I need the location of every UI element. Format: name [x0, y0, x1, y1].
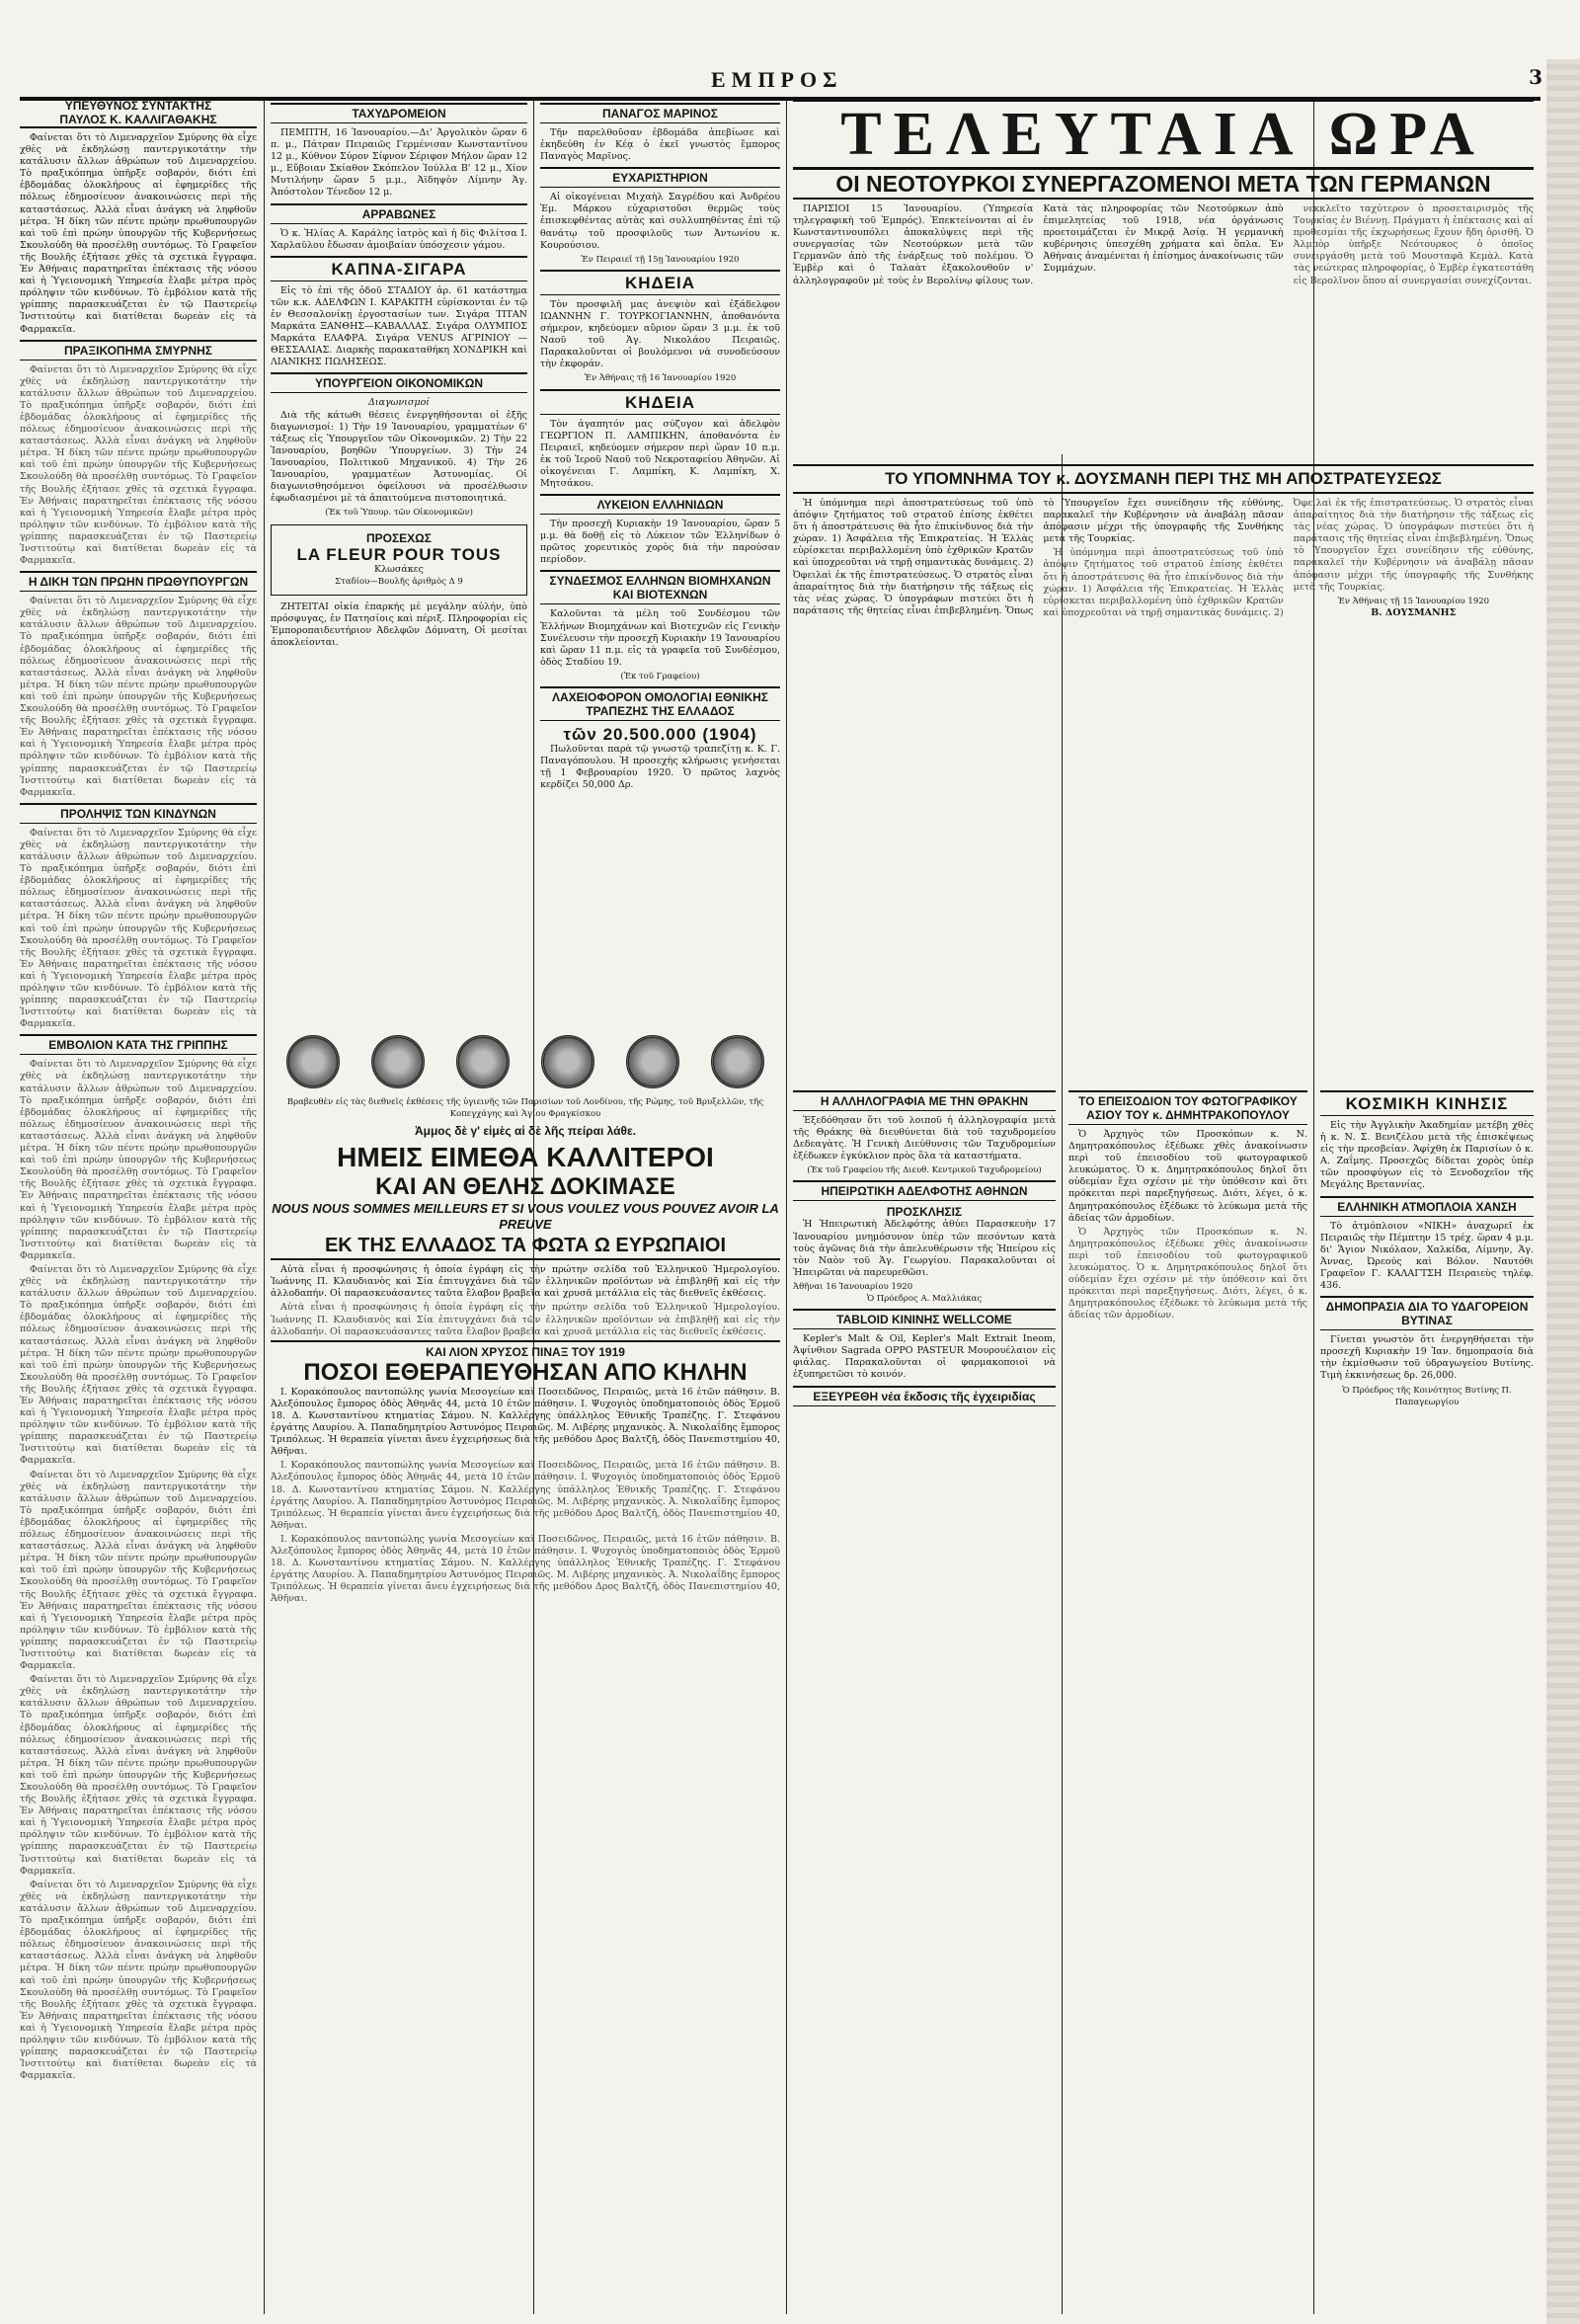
column-6-lower [1320, 1086, 1534, 2222]
heading-tabloid: TABLOID ΚΙΝΙΝΗΣ WELLCOME [793, 1309, 1056, 1329]
banner-subtitle: ΟΙ ΝΕΟΤΟΥΡΚΟΙ ΣΥΝΕΡΓΑΖΟΜΕΝΟΙ ΜΕΤΑ ΤΩΝ ΓΕΡΜΑΝΩΝ [793, 170, 1534, 200]
kideia-text: Τὸν προσφιλῆ μας ἀνεψιὸν καὶ ἐξάδελφον ΙΩΑΝΝΗΝ Γ. ΤΟΥΡΚΟΓΙΑΝΝΗΝ, ἀποθανόντα σήμερον, κηδεύομεν αὔριον ὥραν 3 μ.μ. ἐκ τοῦ Ναοῦ τοῦ Ἁγ. Νικολάου Πειραιῶς. Παρακαλοῦνται οἱ βουλόμενοι νὰ συνοδεύσουν τὴν ἐκφοράν. [540, 298, 780, 370]
editor-title: ΥΠΕΥΘΥΝΟΣ ΣΥΝΤΑΚΤΗΣ [64, 99, 212, 113]
column-1 [20, 99, 257, 2311]
heading-kosmiki: ΚΟΣΜΙΚΗ ΚΙΝΗΣΙΣ [1320, 1090, 1534, 1116]
bigad-body-2: Αὐτὰ εἶναι ἡ προσφώνησις ἡ ὁποία ἐγράφη εἰς τὴν πρώτην σελίδα τοῦ Ἑλληνικοῦ Ἡμερολογίου. Ἰωάννης Π. Κλαυδιανὸς καὶ Σία ἐπιτυγχάνει διὰ τῶν ἑλληνικῶν προϊόντων νὰ ἐπιβληθῇ καὶ εἰς τὴν ἀλλοδαπήν. Οἱ παρασκευάσαντες ταῦτα ἔλαβον βραβεῖα καὶ χρυσᾶ μετάλλια εἰς τὰς διεθνεῖς ἐκθέσεις. [271, 1302, 780, 1337]
column-divider [786, 99, 787, 2314]
medals-caption: Βραβευθὲν εἰς τὰς διεθνεῖς ἐκθέσεις τῆς ὑγιεινῆς τῶν Παρισίων τοῦ Λονδίνου, τῆς Ρώμης, τοῦ Βρυξελλῶν, τῆς Κοπεγχάγης καὶ Ἁγίου Φραγκίσκου [286, 1097, 764, 1120]
heading-adelfotis: ΗΠΕΙΡΩΤΙΚΗ ΑΔΕΛΦΟΤΗΣ ΑΘΗΝΩΝ [793, 1180, 1056, 1201]
dimitrakopoulos-text-2: Ὁ Ἀρχηγὸς τῶν Προσκόπων κ. Ν. Δημητρακόπουλος ἐξέδωκε χθὲς ἀνακοίνωσιν περὶ τοῦ ἐπεισοδίου τοῦ φωτογραφικοῦ λευκώματος. Ὁ κ. Δημητρακόπουλος δηλοῖ ὅτι οὐδεμίαν ἔχει σχέσιν μὲ τὴν ὑπόθεσιν καὶ ὅτι πρόκειται περὶ παρεξηγήσεως. Διότι, λέγει, ὁ κ. Δημητρακόπουλος ἐξέδωκε τὸ λεύκωμα μετὰ τῆς ἀδείας τῶν ἀρμοδίων. [1068, 1226, 1307, 1322]
last-hour-text: ΠΑΡΙΣΙΟΙ 15 Ἰανουαρίου. (Ὑπηρεσία τηλεγραφικὴ τοῦ Ἐμπρός). Ἐπεκτείνονται αἱ ἐν Κωνσταντινουπόλει ἀποκαλύψεις περὶ τῆς συνεργασίας τῶν Νεοτούρκων μετὰ τῶν Γερμανῶν ἀπὸ τῆς ἐνάρξεως τοῦ πολέμου. Ὁ Ἐμβὲρ καὶ ὁ Ταλαὰτ ἐξακολουθοῦν ν' ἀλληλογραφοῦν μὲ τοὺς ἐν Βερολίνῳ φίλους των. Κατὰ τὰς πληροφορίας τῶν Νεοτούρκων ἀπὸ ἐπιμελητείας τοῦ 1918, νέα ὀργάνωσις προετοιμάζεται ἐν Μικρᾷ Ἀσίᾳ. Ἡ γερμανικὴ κυβέρνησις ὑπεσχέθη χρήματα καὶ ὅπλα. Ἐν Ἀθήναις ἀναμένεται ἡ ἐπίσημος ἀνακοίνωσις τῶν Συμμάχων. [793, 203, 1284, 286]
kideia-2-text: Τὸν ἀγαπητόν μας σύζυγον καὶ ἀδελφὸν ΓΕΩΡΓΙΟΝ Π. ΛΑΜΠΙΚΗΝ, ἀποθανόντα ἐν Πειραιεῖ, κηδεύομεν σήμερον περὶ ὥραν 10 π.μ. ἐκ τοῦ Ἱεροῦ Ναοῦ τοῦ Νεκροταφείου Ἀθηνῶν. Αἱ οἰκογένειαι Γ. Λαμπίκη, Κ. Λαμπίκη, Χ. Μητσάκου. [540, 418, 780, 489]
paper-name: ΕΜΠΡΟΣ [711, 67, 843, 92]
eyxaristirion-sign: Ἐν Πειραιεῖ τῇ 15ῃ Ἰανουαρίου 1920 [581, 254, 740, 265]
bigad-body: Αὐτὰ εἶναι ἡ προσφώνησις ἡ ὁποία ἐγράφη εἰς τὴν πρώτην σελίδα τοῦ Ἑλληνικοῦ Ἡμερολογίου. Ἰωάννης Π. Κλαυδιανὸς καὶ Σία ἐπιτυγχάνει διὰ τῶν ἑλληνικῶν προϊόντων νὰ ἐπιβληθῇ καὶ εἰς τὴν ἀλλοδαπήν. Οἱ παρασκευάσαντες ταῦτα ἔλαβον βραβεῖα καὶ χρυσᾶ μετάλλια εἰς τὰς διεθνεῖς ἐκθέσεις. [271, 1264, 780, 1300]
ypourgeion-sub: Διαγωνισμοί [367, 397, 431, 409]
col1-text: Φαίνεται ὅτι τὸ Λιμεναρχεῖον Σμύρνης θὰ εἶχε χθὲς νὰ ἐκδηλώσῃ παντεργικοτάτην τὴν κατάλυσιν ἄλλων ἀθρώπων τοῦ Διμεναρχείου. Τὸ πραξικόπημα ὑπῆρξε σοβαρόν, διότι ἐπὶ ἑβδομάδας ὁλοκλήρους αἱ ἐφημερίδες τῆς πόλεως ἐδημοσίευον ἀνακοινώσεις περὶ τῆς καταστάσεως. Ἀλλὰ εἶναι ἀνάγκη νὰ ληφθοῦν μέτρα. Ἡ δίκη τῶν πέντε πρώην πρωθυπουργῶν καὶ τοῦ ἐπὶ πρώην ὑπουργῶν τῆς Κυβερνήσεως Σκουλούδη θὰ προσέλθῃ συντόμως. Τὸ Γραφεῖον τῆς Βουλῆς ἐξήτασε χθὲς τὰ σχετικὰ ἔγγραφα. Ἐν Ἀθήναις παρατηρεῖται ἐπέκτασις τῆς νόσου καὶ ἡ Ὑγειονομικὴ Ὑπηρεσία ἔλαβε μέτρα πρὸς πρόληψιν τῶν κινδύνων. Τὸ ἐμβόλιον κατὰ τῆς γρίππης παρασκευάζεται ἐν τῷ Παστερείῳ Ἰνστιτούτῳ καὶ διατίθεται δωρεὰν εἰς τὰ Φαρμακεῖα. [20, 132, 257, 335]
heading-allilografia: Η ΑΛΛΗΛΟΓΡΑΦΙΑ ΜΕ ΤΗΝ ΘΡΑΚΗΝ [793, 1090, 1056, 1111]
allilografia-sign: (Ἐκ τοῦ Γραφείου τῆς Διευθ. Κεντρικοῦ Ταχυδρομείου) [807, 1165, 1042, 1176]
heading-atmoploia: ΕΛΛΗΝΙΚΗ ΑΤΜΟΠΛΟΙΑ ΧΑΝΣΗ [1320, 1196, 1534, 1217]
zitite-text: ΖΗΤΕΙΤΑΙ οἰκία ἐπαρκής μὲ μεγάλην αὐλήν, ὑπὸ πρόσφυγας, ἐν Πατησίοις καὶ πέριξ. Πληροφορίαι εἰς Ἐμποροπαιδευτήριον Ἀδελφῶν Δόμνατη, Οἱ μεσίται ἀποκλείονται. [271, 601, 527, 648]
col1-text-2: Φαίνεται ὅτι τὸ Λιμεναρχεῖον Σμύρνης θὰ εἶχε χθὲς νὰ ἐκδηλώσῃ παντεργικοτάτην τὴν κατάλυσιν ἄλλων ἀθρώπων τοῦ Διμεναρχείου. Τὸ πραξικόπημα ὑπῆρξε σοβαρόν, διότι ἐπὶ ἑβδομάδας ὁλοκλήρους αἱ ἐφημερίδες τῆς πόλεως ἐδημοσίευον ἀνακοινώσεις περὶ τῆς καταστάσεως. Ἀλλὰ εἶναι ἀνάγκη νὰ ληφθοῦν μέτρα. Ἡ δίκη τῶν πέντε πρώην πρωθυπουργῶν καὶ τοῦ ἐπὶ πρώην ὑπουργῶν τῆς Κυβερνήσεως Σκουλούδη θὰ προσέλθῃ συντόμως. Τὸ Γραφεῖον τῆς Βουλῆς ἐξήτασε χθὲς τὰ σχετικὰ ἔγγραφα. Ἐν Ἀθήναις παρατηρεῖται ἐπέκτασις τῆς νόσου καὶ ἡ Ὑγειονομικὴ Ὑπηρεσία ἔλαβε μέτρα πρὸς πρόληψιν τῶν κινδύνων. Τὸ ἐμβόλιον κατὰ τῆς γρίππης παρασκευάζεται ἐν τῷ Παστερείῳ Ἰνστιτούτῳ καὶ διατίθεται δωρεὰν εἰς τὰ Φαρμακεῖα. [20, 363, 257, 567]
heading-arravones: ΑΡΡΑΒΩΝΕΣ [271, 203, 527, 224]
medal-icon [626, 1035, 679, 1088]
panagos-text: Τῆν παρελθοῦσαν ἑβδομάδα ἀπεβίωσε καὶ ἐκηδεύθη ἐν Κέᾳ ὁ ἐκεῖ γνωστὸς ἔμπορος Παναγὸς Μαρῖνος. [540, 127, 780, 163]
heading-tachydromeion: ΤΑΧΥΔΡΟΜΕΙΟΝ [271, 103, 527, 123]
fleur-tail: Σταδίου—Βουλῆς ἀριθμὸς Δ 9 [335, 577, 463, 588]
kleini-text: Ι. Κορακόπουλος παντοπώλης γωνία Μεσογείων καὶ Ποσειδῶνος, Πειραιῶς, μετὰ 16 ἐτῶν πάθησιν. Β. Ἀλεξόπουλος ἔμπορος ὁδὸς Ἀθηνᾶς 44, μετὰ 10 ἐτῶν πάθησιν. Ι. Ψυχογιὸς ὑποδηματοποιὸς ὁδὸς Ἐρμοῦ 18. Δ. Κωνσταντίνου κτηματίας Σάμου. Ν. Καλλέργης ὑπάλληλος Ἐθνικῆς Τραπέζης. Γ. Στεφάνου ἐργάτης Λαυρίου. Ἀ. Παπαδημητρίου Ἀστυνόμος Πειραιῶς. Μ. Λιβέρης μηχανικὸς. Ἀ. Νικολαΐδης ἔμπορος Τριπόλεως. Ἡ θεραπεία γίνεται ἄνευ ἐγχειρήσεως διὰ τῆς μεθόδου Δρος Βαλτζῆ, ὁδὸς Πανεπιστημίου 40, Ἀθῆναι. [271, 1386, 780, 1458]
adelfotis-text: Ἡ Ἠπειρωτικὴ Ἀδελφότης ἀθύει Παρασκευὴν 17 Ἰανουαρίου μνημόσυνον ὑπὲρ τῶν πεσόντων κατὰ τοὺς ἀγῶνας διὰ τὴν ἀπελευθέρωσιν τῆς Ἠπείρου εἰς τὸν Ναὸν τοῦ Ἁγ. Γεωργίου. Παρακαλοῦνται οἱ Ἠπειρῶται νὰ παρευρεθῶσι. [793, 1219, 1056, 1278]
kleini-text-3: Ι. Κορακόπουλος παντοπώλης γωνία Μεσογείων καὶ Ποσειδῶνος, Πειραιῶς, μετὰ 16 ἐτῶν πάθησιν. Β. Ἀλεξόπουλος ἔμπορος ὁδὸς Ἀθηνᾶς 44, μετὰ 10 ἐτῶν πάθησιν. Ι. Ψυχογιὸς ὑποδηματοποιὸς ὁδὸς Ἐρμοῦ 18. Δ. Κωνσταντίνου κτηματίας Σάμου. Ν. Καλλέργης ὑπάλληλος Ἐθνικῆς Τραπέζης. Γ. Στεφάνου ἐργάτης Λαυρίου. Ἀ. Παπαδημητρίου Ἀστυνόμος Πειραιῶς. Μ. Λιβέρης μηχανικὸς. Ἀ. Νικολαΐδης ἔμπορος Τριπόλεως. Ἡ θεραπεία γίνεται ἄνευ ἐγχειρήσεως διὰ τῆς μεθόδου Δρος Βαλτζῆ, ὁδὸς Πανεπιστημίου 40, Ἀθῆναι. [271, 1533, 780, 1605]
ypourgeion-sign: (Ἐκ τοῦ Ὑπουρ. τῶν Οἰκονομικῶν) [325, 508, 473, 519]
medal-icon [456, 1035, 510, 1088]
dimitrakopoulos-text: Ὁ Ἀρχηγὸς τῶν Προσκόπων κ. Ν. Δημητρακόπουλος ἐξέδωκε χθὲς ἀνακοίνωσιν περὶ τοῦ ἐπεισοδίου τοῦ φωτογραφικοῦ λευκώματος. Ὁ κ. Δημητρακόπουλος δηλοῖ ὅτι οὐδεμίαν ἔχει σχέσιν μὲ τὴν ὑπόθεσιν καὶ ὅτι πρόκειται περὶ παρεξηγήσεως. Διότι, λέγει, ὁ κ. Δημητρακόπουλος ἐξέδωκε τὸ λεύκωμα μετὰ τῆς ἀδείας τῶν ἀρμοδίων. [1068, 1129, 1307, 1224]
heading-lykeion: ΛΥΚΕΙΟΝ ΕΛΛΗΝΙΔΩΝ [540, 494, 780, 515]
medal-icon [286, 1035, 340, 1088]
syndesmos-text: Καλοῦνται τὰ μέλη τοῦ Συνδέσμου τῶν Ἑλλήνων Βιομηχάνων καὶ Βιοτεχνῶν εἰς Γενικὴν Συνέλευσιν τὴν προσεχῆ Κυριακὴν 19 Ἰανουαρίου καὶ ὥραν 11 π.μ. εἰς τὰ γραφεῖα τοῦ Συνδέσμου, ὁδὸς Σταδίου 19. [540, 608, 780, 668]
col1-text-7: Φαίνεται ὅτι τὸ Λιμεναρχεῖον Σμύρνης θὰ εἶχε χθὲς νὰ ἐκδηλώσῃ παντεργικοτάτην τὴν κατάλυσιν ἄλλων ἀθρώπων τοῦ Διμεναρχείου. Τὸ πραξικόπημα ὑπῆρξε σοβαρόν, διότι ἐπὶ ἑβδομάδας ὁλοκλήρους αἱ ἐφημερίδες τῆς πόλεως ἐδημοσίευον ἀνακοινώσεις περὶ τῆς καταστάσεως. Ἀλλὰ εἶναι ἀνάγκη νὰ ληφθοῦν μέτρα. Ἡ δίκη τῶν πέντε πρώην πρωθυπουργῶν καὶ τοῦ ἐπὶ πρώην ὑπουργῶν τῆς Κυβερνήσεως Σκουλούδη θὰ προσέλθῃ συντόμως. Τὸ Γραφεῖον τῆς Βουλῆς ἐξήτασε χθὲς τὰ σχετικὰ ἔγγραφα. Ἐν Ἀθήναις παρατηρεῖται ἐπέκτασις τῆς νόσου καὶ ἡ Ὑγειονομικὴ Ὑπηρεσία ἔλαβε μέτρα πρὸς πρόληψιν τῶν κινδύνων. Τὸ ἐμβόλιον κατὰ τῆς γρίππης παρασκευάζεται ἐν τῷ Παστερείῳ Ἰνστιτούτῳ καὶ διατίθεται δωρεὰν εἰς τὰ Φαρμακεῖα. [20, 1469, 257, 1672]
last-hour-section [793, 99, 1534, 454]
heading-laxeioforoi: ΛΑΧΕΙΟΦΟΡΟΝ ΟΜΟΛΟΓΙΑΙ ΕΘΝΙΚΗΣ ΤΡΑΠΕΖΗΣ ΤΗΣ ΕΛΛΑΔΟΣ [540, 686, 780, 721]
adelfotis-date: Ἀθῆναι 16 Ἰανουαρίου 1920 [793, 1281, 913, 1292]
dousmanis-text-2: Ἡ ὑπόμνημα περὶ ἀποστρατεύσεως τοῦ ὑπὸ ἀπόψιν ζητήματος τοῦ στρατοῦ ἐπίσης ἐκθέτει ὅτι ἡ ἀποστράτευσις θὰ ἦτο ἐπικίνδυνος διὰ τὴν χώραν. 1) Ἀσφάλεια τῆς Ἐπικρατείας. Ἡ Ἑλλὰς εὑρίσκεται περιβαλλομένη ὑπὸ ἐχθρικῶν Κρατῶν καὶ ὑποχρεοῦται νὰ τηρῇ σημαντικὰς δυνάμεις. 2) Ὀφειλαὶ ἐκ τῆς ἐπιστρατεύσεως. Ὁ στρατὸς εἶναι ἀπαραίτητος διὰ τὴν διατήρησιν τῆς τάξεως εἰς τὰς νέας χώρας. Ὁ ὑπογράφων πιστεύει ὅτι ἡ παράτασις τῆς θητείας εἶναι ἐπιβεβλημένη. Ὅπως τὸ Ὑπουργεῖον ἔχει συνείδησιν τῆς εὐθύνης, παρακαλεῖ τὴν Κυβέρνησιν νὰ ἀναβάλῃ πᾶσαν ἀπόφασιν μέχρι τῆς ὑπογραφῆς τῆς Συνθήκης μετὰ τῆς Τουρκίας. [1043, 498, 1534, 618]
col1-text-4: Φαίνεται ὅτι τὸ Λιμεναρχεῖον Σμύρνης θὰ εἶχε χθὲς νὰ ἐκδηλώσῃ παντεργικοτάτην τὴν κατάλυσιν ἄλλων ἀθρώπων τοῦ Διμεναρχείου. Τὸ πραξικόπημα ὑπῆρξε σοβαρόν, διότι ἐπὶ ἑβδομάδας ὁλοκλήρους αἱ ἐφημερίδες τῆς πόλεως ἐδημοσίευον ἀνακοινώσεις περὶ τῆς καταστάσεως. Ἀλλὰ εἶναι ἀνάγκη νὰ ληφθοῦν μέτρα. Ἡ δίκη τῶν πέντε πρώην πρωθυπουργῶν καὶ τοῦ ἐπὶ πρώην ὑπουργῶν τῆς Κυβερνήσεως Σκουλούδη θὰ προσέλθῃ συντόμως. Τὸ Γραφεῖον τῆς Βουλῆς ἐξήτασε χθὲς τὰ σχετικὰ ἔγγραφα. Ἐν Ἀθήναις παρατηρεῖται ἐπέκτασις τῆς νόσου καὶ ἡ Ὑγειονομικὴ Ὑπηρεσία ἔλαβε μέτρα πρὸς πρόληψιν τῶν κινδύνων. Τὸ ἐμβόλιον κατὰ τῆς γρίππης παρασκευάζεται ἐν τῷ Παστερείῳ Ἰνστιτούτῳ καὶ διατίθεται δωρεὰν εἰς τὰ Φαρμακεῖα. [20, 827, 257, 1030]
fleur-sub: Κλωσάκες [374, 564, 424, 576]
prosexos-heading: ΠΡΟΣΕΧΩΣ [365, 531, 433, 546]
adelfotis-sign: Ὁ Πρόεδρος Α. Μαλλιάκας [866, 1294, 983, 1305]
column-3 [540, 99, 780, 1017]
page-number: 3 [1529, 65, 1542, 89]
eyxaristirion-text: Αἱ οἰκογένειαι Μιχαὴλ Σαγρέδου καὶ Ἀνδρέου Ἐμ. Μάρκου εὐχαριστοῦσι θερμῶς τοὺς ἐπισκεφθέντας αὐτὰς καὶ συλλυπηθέντας ἐπὶ τῷ θανάτῳ τοῦ προσφιλοῦς των Ἀντωνίου κ. Κουρούσιου. [540, 192, 780, 251]
laxeioforoi-amount: τῶν 20.500.000 (1904) [563, 725, 757, 744]
ad-block [271, 1027, 780, 2222]
banner-title: ΤΕΛΕΥΤΑΙΑ ΩΡΑ [793, 99, 1534, 170]
bigad-line-3: NOUS NOUS SOMMES MEILLEURS ET SI VOUS VOULEZ VOUS POUVEZ AVOIR LA PREUVE [272, 1201, 779, 1233]
heading-kideia-2: ΚΗΔΕΙΑ [540, 389, 780, 415]
medals-motto: Ἀμμος δὲ γ' εἰμὲς αἱ δὲ λῆς πείραι λάθε. [414, 1124, 637, 1139]
kleini-head: ΠΟΣΟΙ ΕΘΕΡΑΠΕΥΘΗΣΑΝ ΑΠΟ ΚΗΛΗΝ [303, 1358, 748, 1386]
fleur-heading: LA FLEUR POUR TOUS [296, 545, 502, 565]
kleini-head-small: ΚΑΙ ΛΙΟΝ ΧΡΥΣΟΣ ΠΙΝΑΞ ΤΟΥ 1919 [271, 1340, 780, 1359]
syndesmos-sign: (Ἐκ τοῦ Γραφείου) [620, 671, 700, 681]
medal-icon [371, 1035, 425, 1088]
demoprasia-text: Γίνεται γνωστὸν ὅτι ἐνεργηθήσεται τὴν προσεχῆ Κυριακὴν 19 Ἰαν. δημοπρασία διὰ τὴν ἐκμίσθωσιν τοῦ ὑδραγωγείου Βυτίνης. Τιμὴ ἐκκινήσεως δρ. 26,000. [1320, 1334, 1534, 1382]
dousmanis-text: Ἡ ὑπόμνημα περὶ ἀποστρατεύσεως τοῦ ὑπὸ ἀπόψιν ζητήματος τοῦ στρατοῦ ἐπίσης ἐκθέτει ὅτι ἡ ἀποστράτευσις θὰ ἦτο ἐπικίνδυνος διὰ τὴν χώραν. 1) Ἀσφάλεια τῆς Ἐπικρατείας. Ἡ Ἑλλὰς εὑρίσκεται περιβαλλομένη ὑπὸ ἐχθρικῶν Κρατῶν καὶ ὑποχρεοῦται νὰ τηρῇ σημαντικὰς δυνάμεις. 2) Ὀφειλαὶ ἐκ τῆς ἐπιστρατεύσεως. Ὁ στρατὸς εἶναι ἀπαραίτητος διὰ τὴν διατήρησιν τῆς τάξεως εἰς τὰς νέας χώρας. Ὁ ὑπογράφων πιστεύει ὅτι ἡ παράτασις τῆς θητείας εἶναι ἐπιβεβλημένη. Ὅπως τὸ Ὑπουργεῖον ἔχει συνείδησιν τῆς εὐθύνης, παρακαλεῖ τὴν Κυβέρνησιν νὰ ἀναβάλῃ πᾶσαν ἀπόφασιν μέχρι τῆς ὑπογραφῆς τῆς Συνθήκης μετὰ τῆς Τουρκίας. [793, 498, 1284, 616]
atmoploia-text: Τὸ ἀτμόπλοιον «ΝΙΚΗ» ἀναχωρεῖ ἐκ Πειραιῶς τὴν Πέμπτην 15 τρέχ. ὥραν 4 μ.μ. δι' Ἄγιον Νικόλαον, Χαλκίδα, Λίμνην, Ἁγ. Ἀννας, Ὠρεούς καὶ Βόλον. Ναυτόθι Γραφεῖον Γ. ΚΑΛΑΓΤΣΗ Πειραιεὺς τηλέφ. 436. [1320, 1220, 1534, 1292]
bigad-line-1: ΗΜΕΙΣ ΕΙΜΕΘΑ ΚΑΛΛΙΤΕΡΟΙ [337, 1142, 714, 1173]
last-hour-text-columns [793, 203, 1534, 287]
editor-name: ΠΑΥΛΟΣ Κ. ΚΑΛΛΙΓΑΘΑΚΗΣ [20, 113, 257, 128]
tachydromeion-text: ΠΕΜΠΤΗ, 16 Ἰανουαρίου.—Δι' Ἀργολικὸν ὥραν 6 π. μ., Πάτραν Πειραιῶς Γερμένισαν Κωνσταντίνου 12 μ., Κύθνον Σύρον Σίφνον Σέριφον Μήλον ὥραν 12 μ., Εὔβοιαν Σκίαθον Σκόπελον Ἰούλλα Β' 12 μ., Χίον Μυτιλήνην ὥραν 5 μ.μ., Ἀϊδηψὸν Λίμνην Ἁγ. Ἀπόστολον Τένεδον 12 μ. [271, 127, 527, 199]
column-divider [264, 99, 265, 2314]
col1-text-8: Φαίνεται ὅτι τὸ Λιμεναρχεῖον Σμύρνης θὰ εἶχε χθὲς νὰ ἐκδηλώσῃ παντεργικοτάτην τὴν κατάλυσιν ἄλλων ἀθρώπων τοῦ Διμεναρχείου. Τὸ πραξικόπημα ὑπῆρξε σοβαρόν, διότι ἐπὶ ἑβδομάδας ὁλοκλήρους αἱ ἐφημερίδες τῆς πόλεως ἐδημοσίευον ἀνακοινώσεις περὶ τῆς καταστάσεως. Ἀλλὰ εἶναι ἀνάγκη νὰ ληφθοῦν μέτρα. Ἡ δίκη τῶν πέντε πρώην πρωθυπουργῶν καὶ τοῦ ἐπὶ πρώην ὑπουργῶν τῆς Κυβερνήσεως Σκουλούδη θὰ προσέλθῃ συντόμως. Τὸ Γραφεῖον τῆς Βουλῆς ἐξήτασε χθὲς τὰ σχετικὰ ἔγγραφα. Ἐν Ἀθήναις παρατηρεῖται ἐπέκτασις τῆς νόσου καὶ ἡ Ὑγειονομικὴ Ὑπηρεσία ἔλαβε μέτρα πρὸς πρόληψιν τῶν κινδύνων. Τὸ ἐμβόλιον κατὰ τῆς γρίππης παρασκευάζεται ἐν τῷ Παστερείῳ Ἰνστιτούτῳ καὶ διατίθεται δωρεὰν εἰς τὰ Φαρμακεῖα. [20, 1674, 257, 1877]
heading-embolion: ΕΜΒΟΛΙΟΝ ΚΑΤΑ ΤΗΣ ΓΡΙΠΠΗΣ [20, 1034, 257, 1055]
adelfotis-sub: ΠΡΟΣΚΛΗΣΙΣ [886, 1205, 963, 1220]
heading-kideia: ΚΗΔΕΙΑ [540, 270, 780, 295]
medal-icon [711, 1035, 764, 1088]
arravones-text: Ὁ κ. Ἠλίας Α. Καράλης ἰατρὸς καὶ ἡ δὶς Φιλίτσα Ι. Χαρλαῦλου ἔδωσαν ἀμοιβαίαν ὑπόσχεσιν γάμου. [271, 227, 527, 251]
kideia-sign: Ἐν Ἀθήναις τῇ 16 Ἰανουαρίου 1920 [584, 373, 737, 384]
heading-ypourgeion: ΥΠΟΥΡΓΕΙΟΝ ΟΙΚΟΝΟΜΙΚΩΝ [271, 372, 527, 393]
column-2 [271, 99, 527, 1017]
medals-row [271, 1027, 780, 1096]
heading-eyxaristirion: ΕΥΧΑΡΙΣΤΗΡΙΟΝ [540, 167, 780, 188]
heading-diki: Η ΔΙΚΗ ΤΩΝ ΠΡΩΗΝ ΠΡΩΘΥΠΟΥΡΓΩΝ [20, 571, 257, 592]
col1-text-9: Φαίνεται ὅτι τὸ Λιμεναρχεῖον Σμύρνης θὰ εἶχε χθὲς νὰ ἐκδηλώσῃ παντεργικοτάτην τὴν κατάλυσιν ἄλλων ἀθρώπων τοῦ Διμεναρχείου. Τὸ πραξικόπημα ὑπῆρξε σοβαρόν, διότι ἐπὶ ἑβδομάδας ὁλοκλήρους αἱ ἐφημερίδες τῆς πόλεως ἐδημοσίευον ἀνακοινώσεις περὶ τῆς καταστάσεως. Ἀλλὰ εἶναι ἀνάγκη νὰ ληφθοῦν μέτρα. Ἡ δίκη τῶν πέντε πρώην πρωθυπουργῶν καὶ τοῦ ἐπὶ πρώην ὑπουργῶν τῆς Κυβερνήσεως Σκουλούδη θὰ προσέλθῃ συντόμως. Τὸ Γραφεῖον τῆς Βουλῆς ἐξήτασε χθὲς τὰ σχετικὰ ἔγγραφα. Ἐν Ἀθήναις παρατηρεῖται ἐπέκτασις τῆς νόσου καὶ ἡ Ὑγειονομικὴ Ὑπηρεσία ἔλαβε μέτρα πρὸς πρόληψιν τῶν κινδύνων. Τὸ ἐμβόλιον κατὰ τῆς γρίππης παρασκευάζεται ἐν τῷ Παστερείῳ Ἰνστιτούτῳ καὶ διατίθεται δωρεὰν εἰς τὰ Φαρμακεῖα. [20, 1879, 257, 2082]
tabloid-text: Κepler's Malt & Oil, Kepler's Malt Extrait Ineom, Ἀψίνθιον Sagrada OPPO PASTEUR Μουρουέλαιον εἰς φιάλας. Παρακαλοῦνται οἱ φαρμακοποιοὶ νὰ ἐξυπηρετῶσι τὸ κοινόν. [793, 1333, 1056, 1381]
dousmanis-heading: ΤΟ ΥΠΟΜΝΗΜΑ ΤΟΥ κ. ΔΟΥΣΜΑΝΗ ΠΕΡΙ ΤΗΣ ΜΗ ΑΠΟΣΤΡΑΤΕΥΣΕΩΣ [793, 464, 1534, 494]
dousmanis-date: Ἐν Ἀθήναις τῇ 15 Ἰανουαρίου 1920 [1337, 596, 1490, 606]
demoprasia-sign: Ὁ Πρόεδρος τῆς Κοινότητος Βυτίνης Π. Παπαγεωργίου [1342, 1385, 1512, 1407]
dousmanis-text-columns [793, 498, 1534, 619]
heading-syndesmos: ΣΥΝΔΕΣΜΟΣ ΕΛΛΗΝΩΝ ΒΙΟΜΗΧΑΝΩΝ ΚΑΙ ΒΙΟΤΕΧΝΩΝ [540, 570, 780, 604]
bigad-line-4: ΕΚ ΤΗΣ ΕΛΛΑΔΟΣ ΤΑ ΦΩΤΑ Ω ΕΥΡΩΠΑΙΟΙ [271, 1233, 780, 1260]
dousmanis-signature: Β. ΔΟΥΣΜΑΝΗΣ [1371, 606, 1457, 618]
bigad-line-2: ΚΑΙ ΑΝ ΘΕΛΗΣ ΔΟΚΙΜΑΣΕ [375, 1173, 675, 1201]
kleini-text-2: Ι. Κορακόπουλος παντοπώλης γωνία Μεσογείων καὶ Ποσειδῶνος, Πειραιῶς, μετὰ 16 ἐτῶν πάθησιν. Β. Ἀλεξόπουλος ἔμπορος ὁδὸς Ἀθηνᾶς 44, μετὰ 10 ἐτῶν πάθησιν. Ι. Ψυχογιὸς ὑποδηματοποιὸς ὁδὸς Ἐρμοῦ 18. Δ. Κωνσταντίνου κτηματίας Σάμου. Ν. Καλλέργης ὑπάλληλος Ἐθνικῆς Τραπέζης. Γ. Στεφάνου ἐργάτης Λαυρίου. Ἀ. Παπαδημητρίου Ἀστυνόμος Πειραιῶς. Μ. Λιβέρης μηχανικὸς. Ἀ. Νικολαΐδης ἔμπορος Τριπόλεως. Ἡ θεραπεία γίνεται ἄνευ ἐγχειρήσεως διὰ τῆς μεθόδου Δρος Βαλτζῆ, ὁδὸς Πανεπιστημίου 40, Ἀθῆναι. [271, 1460, 780, 1531]
allilografia-text: Ἐξεδόθησαν ὅτι τοῦ λοιποῦ ἡ ἀλληλογραφία μετὰ τῆς Θράκης θὰ διευθύνεται διὰ τοῦ ταχυδρομείου Δεδεαγὰτς. Ἡ Γενικὴ Διεύθυνσις τῶν Ταχυδρομείων ἐξέδωκεν ἐγκύκλιον πρὸς ὅλα τὰ καταστήματα. [793, 1115, 1056, 1162]
col1-text-6: Φαίνεται ὅτι τὸ Λιμεναρχεῖον Σμύρνης θὰ εἶχε χθὲς νὰ ἐκδηλώσῃ παντεργικοτάτην τὴν κατάλυσιν ἄλλων ἀθρώπων τοῦ Διμεναρχείου. Τὸ πραξικόπημα ὑπῆρξε σοβαρόν, διότι ἐπὶ ἑβδομάδας ὁλοκλήρους αἱ ἐφημερίδες τῆς πόλεως ἐδημοσίευον ἀνακοινώσεις περὶ τῆς καταστάσεως. Ἀλλὰ εἶναι ἀνάγκη νὰ ληφθοῦν μέτρα. Ἡ δίκη τῶν πέντε πρώην πρωθυπουργῶν καὶ τοῦ ἐπὶ πρώην ὑπουργῶν τῆς Κυβερνήσεως Σκουλούδη θὰ προσέλθῃ συντόμως. Τὸ Γραφεῖον τῆς Βουλῆς ἐξήτασε χθὲς τὰ σχετικὰ ἔγγραφα. Ἐν Ἀθήναις παρατηρεῖται ἐπέκτασις τῆς νόσου καὶ ἡ Ὑγειονομικὴ Ὑπηρεσία ἔλαβε μέτρα πρὸς πρόληψιν τῶν κινδύνων. Τὸ ἐμβόλιον κατὰ τῆς γρίππης παρασκευάζεται ἐν τῷ Παστερείῳ Ἰνστιτούτῳ καὶ διατίθεται δωρεὰν εἰς τὰ Φαρμακεῖα. [20, 1263, 257, 1467]
heading-demoprasia: ΔΗΜΟΠΡΑΣΙΑ ΔΙΑ ΤΟ ΥΔΑΓΟΡΕΙΟΝ ΒΥΤΙΝΑΣ [1320, 1296, 1534, 1330]
heading-dimitrakopoulos: ΤΟ ΕΠΕΙΣΟΔΙΟΝ ΤΟΥ ΦΩΤΟΓΡΑΦΙΚΟΥ ΑΣΙΟΥ ΤΟΥ κ. ΔΗΜΗΤΡΑΚΟΠΟΥΛΟΥ [1068, 1090, 1307, 1125]
col1-text-5: Φαίνεται ὅτι τὸ Λιμεναρχεῖον Σμύρνης θὰ εἶχε χθὲς νὰ ἐκδηλώσῃ παντεργικοτάτην τὴν κατάλυσιν ἄλλων ἀθρώπων τοῦ Διμεναρχείου. Τὸ πραξικόπημα ὑπῆρξε σοβαρόν, διότι ἐπὶ ἑβδομάδας ὁλοκλήρους αἱ ἐφημερίδες τῆς πόλεως ἐδημοσίευον ἀνακοινώσεις περὶ τῆς καταστάσεως. Ἀλλὰ εἶναι ἀνάγκη νὰ ληφθοῦν μέτρα. Ἡ δίκη τῶν πέντε πρώην πρωθυπουργῶν καὶ τοῦ ἐπὶ πρώην ὑπουργῶν τῆς Κυβερνήσεως Σκουλούδη θὰ προσέλθῃ συντόμως. Τὸ Γραφεῖον τῆς Βουλῆς ἐξήτασε χθὲς τὰ σχετικὰ ἔγγραφα. Ἐν Ἀθήναις παρατηρεῖται ἐπέκτασις τῆς νόσου καὶ ἡ Ὑγειονομικὴ Ὑπηρεσία ἔλαβε μέτρα πρὸς πρόληψιν τῶν κινδύνων. Τὸ ἐμβόλιον κατὰ τῆς γρίππης παρασκευάζεται ἐν τῷ Παστερείῳ Ἰνστιτούτῳ καὶ διατίθεται δωρεὰν εἰς τὰ Φαρμακεῖα. [20, 1059, 257, 1261]
medal-icon [541, 1035, 594, 1088]
masthead-rule [20, 65, 1542, 101]
kosmiki-text: Εἰς τὴν Ἀγγλικὴν Ἀκαδημίαν μετέβη χθὲς ἡ κ. Ν. Σ. Βενιζέλου μετὰ τῆς ἐπισκέψεως εἰς τὴν πρεσβείαν. Ἀφίχθη ἐκ Παρισίων ὁ κ. Α. Ζαΐμης. Προσεχῶς δίδεται χορὸς ὑπὲρ τῶν προσφύγων εἰς τὸ Ξενοδοχεῖον τῆς Μεγάλης Βρεταννίας. [1320, 1120, 1534, 1191]
fleur-ad [271, 524, 527, 595]
dousmanis-section [793, 464, 1534, 1077]
torn-edge [1546, 59, 1580, 2324]
ypourgeion-text: Διὰ τῆς κάτωθι θέσεις ἐνεργηθήσονται οἱ ἑξῆς διαγωνισμοί: 1) Τὴν 19 Ἰανουαρίου, γραμματέων 6' τάξεως εἰς Ὑπουργεῖον τῶν Οἰκονομικῶν. 2) Τὴν 22 Ἰανουαρίου, βοηθῶν 'Υπουργείων. 3) Τὴν 24 Ἰανουαρίου, Πολιτικοῦ Μηχανικοῦ. 4) Τὴν 26 Ἰανουαρίου, γραμματέων Ἀστυνομίας. Οἱ διαγωνισθησόμενοι ὀφείλουσι νὰ προσέλθωσιν ἐφωδιασμένοι μὲ τὰ ἀπαιτούμενα πιστοποιητικά. [271, 409, 527, 505]
column-4-lower [793, 1086, 1056, 2222]
laxeioforoi-text: Πωλοῦνται παρὰ τῷ γνωστῷ τραπεζίτῃ κ. Κ. Γ. Παναγόπουλου. Ἡ προσεχὴς κλήρωσις γενήσεται τῇ 1 Φεβρουαρίου 1920. Ὁ πρῶτος λαχνὸς κερδίζει 50,000 Δρ. [540, 744, 780, 791]
heading-panagos: ΠΑΝΑΓΟΣ ΜΑΡΙΝΟΣ [540, 103, 780, 123]
column-5-lower [1068, 1086, 1307, 2222]
heading-exeyrethi: ΕΞΕΥΡΕΘΗ νέα ἔκδοσις τῆς ἐγχειριδίας [793, 1386, 1056, 1406]
lykeion-text: Τὴν προσεχῆ Κυριακὴν 19 Ἰανουαρίου, ὥραν 5 μ.μ. θὰ δοθῇ εἰς τὸ Λύκειον τῶν Ἑλληνίδων ὁ πρῶτος χορευτικὸς χορὸς διὰ τὴν παρούσαν περίοδον. [540, 519, 780, 566]
col1-text-3: Φαίνεται ὅτι τὸ Λιμεναρχεῖον Σμύρνης θὰ εἶχε χθὲς νὰ ἐκδηλώσῃ παντεργικοτάτην τὴν κατάλυσιν ἄλλων ἀθρώπων τοῦ Διμεναρχείου. Τὸ πραξικόπημα ὑπῆρξε σοβαρόν, διότι ἐπὶ ἑβδομάδας ὁλοκλήρους αἱ ἐφημερίδες τῆς πόλεως ἐδημοσίευον ἀνακοινώσεις περὶ τῆς καταστάσεως. Ἀλλὰ εἶναι ἀνάγκη νὰ ληφθοῦν μέτρα. Ἡ δίκη τῶν πέντε πρώην πρωθυπουργῶν καὶ τοῦ ἐπὶ πρώην ὑπουργῶν τῆς Κυβερνήσεως Σκουλούδη θὰ προσέλθῃ συντόμως. Τὸ Γραφεῖον τῆς Βουλῆς ἐξήτασε χθὲς τὰ σχετικὰ ἔγγραφα. Ἐν Ἀθήναις παρατηρεῖται ἐπέκτασις τῆς νόσου καὶ ἡ Ὑγειονομικὴ Ὑπηρεσία ἔλαβε μέτρα πρὸς πρόληψιν τῶν κινδύνων. Τὸ ἐμβόλιον κατὰ τῆς γρίππης παρασκευάζεται ἐν τῷ Παστερείῳ Ἰνστιτούτῳ καὶ διατίθεται δωρεὰν εἰς τὰ Φαρμακεῖα. [20, 596, 257, 798]
heading-prolipsis: ΠΡΟΛΗΨΙΣ ΤΩΝ ΚΙΝΔΥΝΩΝ [20, 803, 257, 824]
last-hour-text-2: νεκκλεῖτο ταχύτερον ὁ προσεταιρισμὸς τῆς Τουρκίας ἐν Βιέννῃ. Πράγματι ἡ ἐπέκτασις καὶ αἱ προθεσμίαι τῆς ἐκχωρήσεως ἔχουν ἤδη ὁρισθῆ. Ὁ Ἀλμπὸρ ὑπῆρξε Νεότουρκος ὁ ὁποῖος συνειργάσθη μετὰ τοῦ Μουσταφᾶ Κεμὰλ. Κατὰ τὰς νεώτερας πληροφορίας, ὁ Ἐμβὲρ ἐγκατεστάθη εἰς Βερολῖνον ὅπου αἱ συνεργασίαι συνεχίζονται. [1293, 203, 1534, 286]
heading-praxikopima: ΠΡΑΞΙΚΟΠΗΜΑ ΣΜΥΡΝΗΣ [20, 340, 257, 361]
kapna-text: Εἰς τὸ ἐπὶ τῆς ὁδοῦ ΣΤΑΔΙΟΥ ἀρ. 61 κατάστημα τῶν κ.κ. ΑΔΕΛΦΩΝ Ι. ΚΑΡΑΚΙΤΗ εὑρίσκονται ἐν τῷ ἐν Θεσσαλονίκῃ ἐργοστασίων των. Σιγάρα ΤΙΤΑΝ Μαρκάτα ΞΑΝΘΗΣ—ΚΑΒΑΛΛΑΣ. Σιγάρα ΟΛΥΜΠΟΣ Μαρκάτα ΕΛΑΦΡΑ. Σιγάρα VENUS ΑΓΡΙΝΙΟΥ — ΘΕΣΣΑΛΙΑΣ. Διαρκὴς παρακαταθήκη ΧΟΝΔΡΙΚΗ καὶ ΛΙΑΝΙΚΗΣ ΠΩΛΗΣΕΩΣ. [271, 284, 527, 368]
heading-kapna: ΚΑΠΝΑ-ΣΙΓΑΡΑ [271, 256, 527, 281]
